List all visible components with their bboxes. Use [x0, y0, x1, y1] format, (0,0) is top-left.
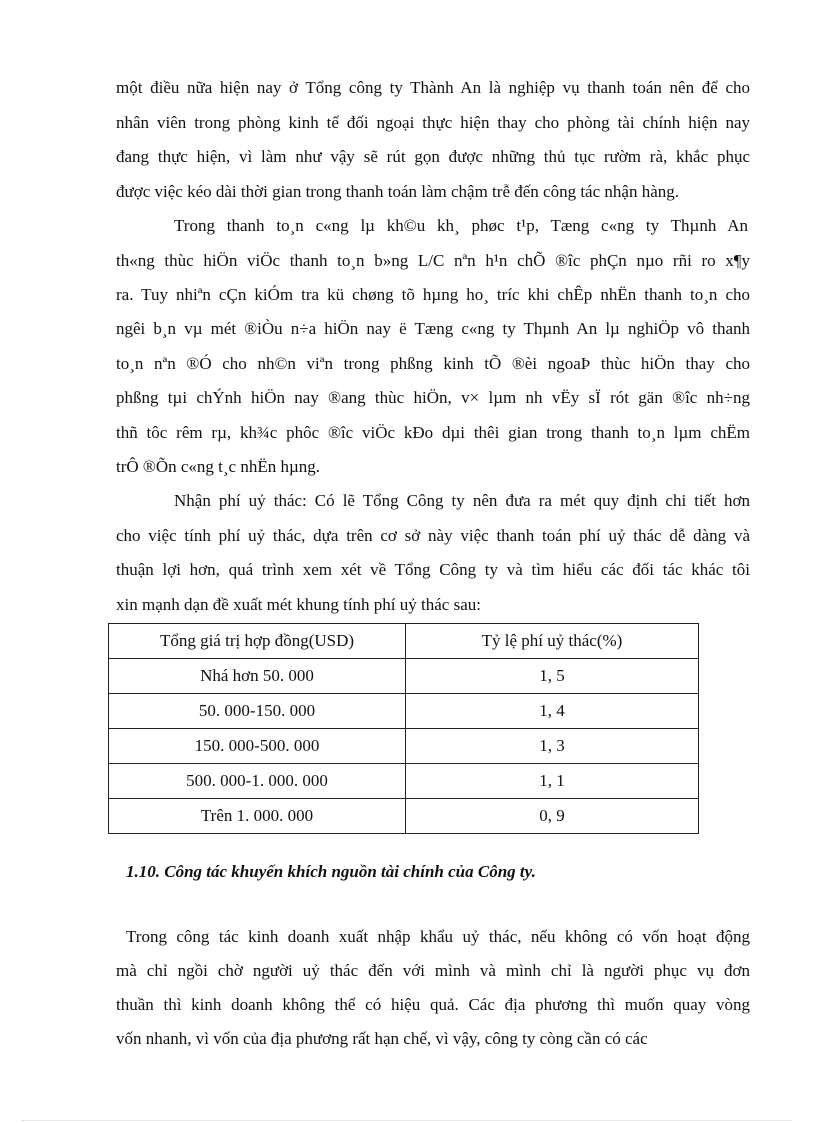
cell-contract-value: Trên 1. 000. 000: [109, 799, 406, 834]
paragraph-3-line-1: Nhận phí uỷ thác: Có lẽ Tổng Công ty nên đưa ra mét quy định chi tiết hơn: [174, 491, 750, 510]
cell-contract-value: 150. 000-500. 000: [109, 729, 406, 764]
paragraph-2-line-6: phßng tµi chÝnh hiÖn nay ®ang thùc hiÖn, v× lµm nh vËy sÏ rót gän ®îc nh÷ng: [116, 388, 750, 407]
table-row: [109, 799, 699, 834]
cell-fee-rate: 1, 3: [406, 729, 699, 764]
paragraph-2-line-2: th«ng thùc hiÖn viÖc thanh to¸n b»ng L/C nªn h¹n chÕ ®îc phÇn nµo rñi ro x¶y: [116, 251, 750, 270]
paragraph-4-line-2: mà chỉ ngồi chờ người uỷ thác đến với mình và mình chỉ là người phục vụ đơn: [116, 961, 750, 980]
paragraph-1-line-2: nhân viên trong phòng kinh tế đối ngoại thực hiện thay cho phòng tài chính hiện nay: [116, 113, 750, 132]
cell-fee-rate: 1, 4: [406, 694, 699, 729]
paragraph-4-line-3: thuần thì kinh doanh không thể có hiệu quả. Các địa phương thì muốn quay vòng: [116, 995, 750, 1014]
paragraph-4-line-1: Trong công tác kinh doanh xuất nhập khẩu uỷ thác, nếu không có vốn hoạt động: [126, 927, 750, 946]
header-fee-rate: Tỷ lệ phí uỷ thác(%): [406, 624, 699, 659]
paragraph-2-line-1: Trong thanh to¸n c«ng lµ kh©u kh¸ phøc t¹p, Tæng c«ng ty Thµnh An: [174, 216, 748, 235]
cell-fee-rate: 0, 9: [406, 799, 699, 834]
paragraph-3-line-4: xin mạnh dạn đề xuất mét khung tính phí uỷ thác sau:: [116, 595, 481, 614]
paragraph-1-line-3: đang thực hiện, vì làm như vậy sẽ rút gọn được những thủ tục rườm rà, khắc phục: [116, 147, 750, 166]
paragraph-4-line-4: vốn nhanh, vì vốn của địa phương rất hạn chế, vì vậy, công ty còng cần có các: [116, 1029, 648, 1048]
table-row: [109, 764, 699, 799]
cell-fee-rate: 1, 5: [406, 659, 699, 694]
cell-contract-value: 50. 000-150. 000: [109, 694, 406, 729]
paragraph-3-line-2: cho việc tính phí uỷ thác, dựa trên cơ sở này việc thanh toán phí uỷ thác dễ dàng và: [116, 526, 750, 545]
cell-contract-value: Nhá hơn 50. 000: [109, 659, 406, 694]
paragraph-2-line-4: ngêi b¸n vµ mét ®iÒu n÷a hiÖn nay ë Tæng c«ng ty Thµnh An lµ nghiÖp vô thanh: [116, 319, 750, 338]
table-row: [109, 694, 699, 729]
table-row: [109, 659, 699, 694]
paragraph-2-line-3: ra. Tuy nhiªn cÇn kiÓm tra kü chøng tõ hµng ho¸ tríc khi chÊp nhËn thanh to¸n cho: [116, 285, 750, 304]
header-contract-value: Tổng giá trị hợp đồng(USD): [109, 624, 406, 659]
table-header-row: [109, 624, 699, 659]
paragraph-2-line-5: to¸n nªn ®Ó cho nh©n viªn trong phßng kinh tÕ ®èi ngoaÞ thùc hiÖn thay cho: [116, 354, 750, 373]
paragraph-1-line-4: được việc kéo dài thời gian trong thanh toán làm chậm trễ đến công tác nhận hàng.: [116, 182, 679, 201]
paragraph-1-line-1: một điều nữa hiện nay ở Tổng công ty Thành An là nghiệp vụ thanh toán nên để cho: [116, 78, 750, 97]
section-heading: 1.10. Công tác khuyến khích nguồn tài chính của Công ty.: [126, 862, 536, 881]
cell-fee-rate: 1, 1: [406, 764, 699, 799]
paragraph-2-line-7: thñ tôc rêm rµ, kh¾c phôc ®îc viÖc kÐo dµi thêi gian trong thanh to¸n lµm chËm: [116, 423, 750, 442]
cell-contract-value: 500. 000-1. 000. 000: [109, 764, 406, 799]
table-row: [109, 729, 699, 764]
page-bottom-divider: [22, 1120, 792, 1121]
fee-rate-table: [108, 623, 699, 834]
paragraph-2-line-8: trÔ ®Õn c«ng t¸c nhËn hµng.: [116, 457, 321, 476]
paragraph-3-line-3: thuận lợi hơn, quá trình xem xét về Tổng Công ty và tìm hiểu các đối tác khác tôi: [116, 560, 750, 579]
